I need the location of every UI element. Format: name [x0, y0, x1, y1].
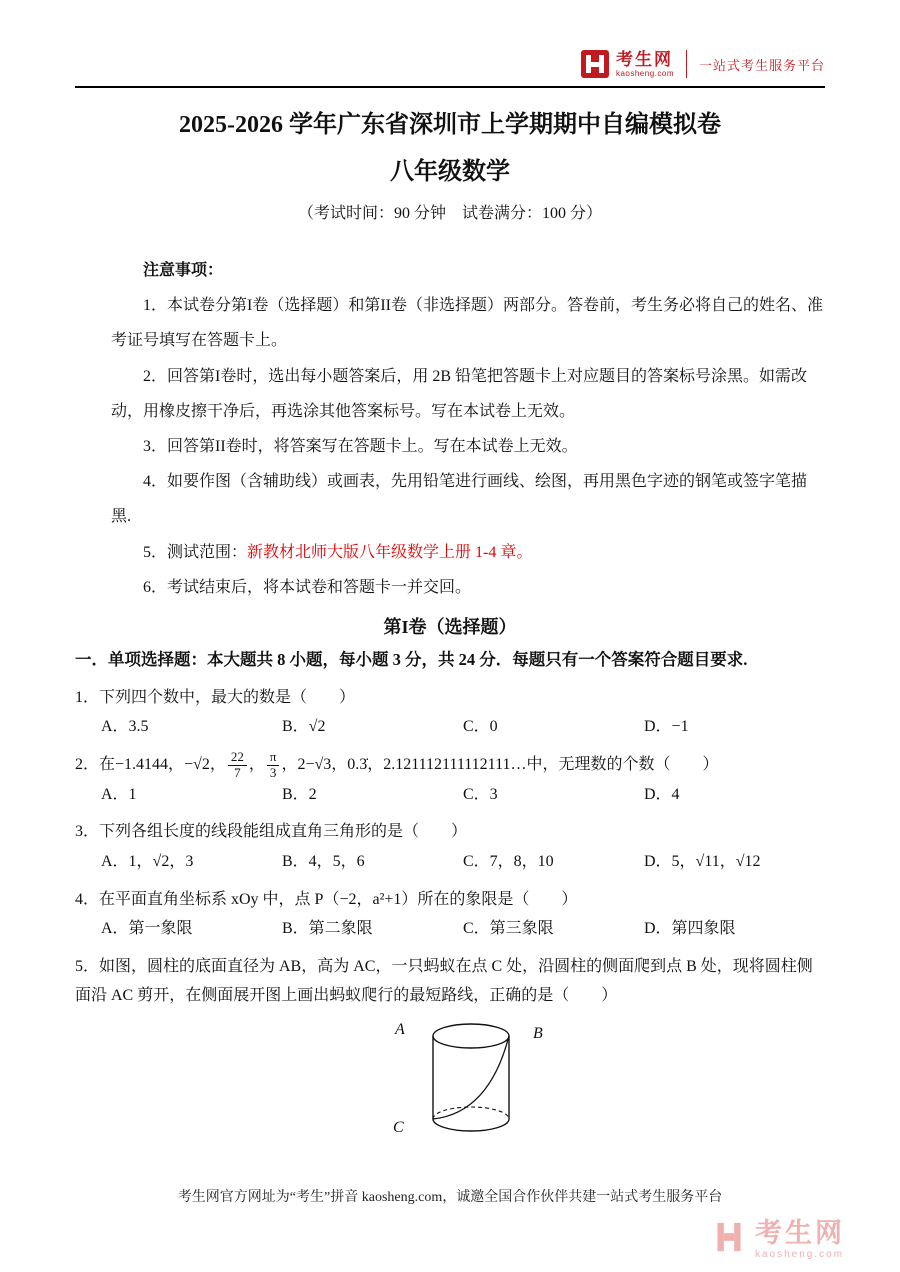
watermark-logo-icon [711, 1219, 747, 1260]
question-3-options [101, 847, 825, 877]
option-c: C．3 [463, 785, 498, 803]
question-4 [75, 885, 825, 944]
brand-name: 考生网 [615, 49, 673, 69]
option-d: D．4 [644, 785, 680, 803]
option-a: A．1 [101, 785, 137, 803]
figure-label-c: C [393, 1119, 404, 1137]
note-item-1: 1．本试卷分第I卷（选择题）和第II卷（非选择题）两部分。答卷前，考生务必将自己的姓名、准考证号填写在答题卡上。 [111, 297, 823, 350]
option-b: B．√2 [282, 718, 326, 736]
note-item-3: 3．回答第II卷时，将答案写在答题卡上。写在本试卷上无效。 [143, 437, 578, 455]
question-2-options [101, 780, 825, 810]
question-3-stem: 3．下列各组长度的线段能组成直角三角形的是（ ） [75, 823, 468, 841]
kaosheng-brand [581, 50, 825, 78]
volume-title: 第I卷（选择题） [383, 616, 517, 637]
option-c: C．7，8，10 [463, 853, 554, 871]
exam-title: 2025-2026 学年广东省深圳市上学期期中自编模拟卷 [179, 112, 721, 138]
question-4-options [101, 914, 825, 944]
header [75, 50, 825, 78]
brand-domain: kaosheng.com [615, 68, 674, 78]
option-a: A．1，√2，3 [101, 853, 194, 871]
question-1 [75, 683, 825, 742]
question-5 [75, 952, 825, 1143]
note-item-5-prefix: 5．测试范围： [143, 543, 248, 561]
footer-note: 考生网官方网址为“考生”拼音 kaosheng.com，诚邀全国合作伙伴共建一站式考生服务平台 [177, 1190, 723, 1205]
brand-tagline: 一站式考生服务平台 [698, 57, 825, 73]
option-c: C．第三象限 [463, 920, 554, 938]
option-a: A．第一象限 [101, 920, 193, 938]
figure-label-b: B [533, 1025, 543, 1043]
header-divider [75, 86, 825, 88]
watermark-name: 考生网 [755, 1217, 845, 1248]
option-a: A．3.5 [101, 718, 149, 736]
brand-divider [686, 50, 687, 78]
notes-heading: 注意事项： [143, 262, 224, 279]
note-item-2: 2．回答第I卷时，选出每小题答案后，用 2B 铅笔把答题卡上对应题目的答案标号涂黑。如需改动，用橡皮擦干净后，再选涂其他答案标号。写在本试卷上无效。 [111, 367, 808, 420]
note-item-6: 6．考试结束后，将本试卷和答题卡一并交回。 [143, 578, 472, 596]
question-5-stem: 5．如图，圆柱的底面直径为 AB，高为 AC，一只蚂蚁在点 C 处，沿圆柱的侧面爬到点 B 处，现将圆柱侧面沿 AC 剪开，在侧面展开图上画出蚂蚁爬行的最短路线，正确的是（ ） [75, 957, 813, 1005]
cylinder-drawing [411, 1021, 531, 1139]
option-c: C．0 [463, 718, 498, 736]
question-1-stem: 1．下列四个数中，最大的数是（ ） [75, 688, 356, 706]
section-instruction: 一．单项选择题：本大题共 8 小题，每小题 3 分，共 24 分．每题只有一个答案符合题目要求. [75, 649, 748, 669]
watermark [711, 1219, 845, 1260]
option-d: D．5，√11，√12 [644, 853, 761, 871]
fraction-pi-3: $\frac{\pi}{3}$ [267, 750, 280, 780]
figure-label-a: A [395, 1021, 405, 1039]
question-2-stem [75, 750, 825, 780]
question-2-stem-part2: ，2−√3，0.3̇，2.121112111112111…中，无理数的个数（ ） [281, 755, 719, 773]
question-3 [75, 817, 825, 876]
brand-text [616, 51, 674, 78]
note-item-5-scope: 新教材北师大版八年级数学上册 1-4 章。 [247, 543, 533, 561]
question-2-stem-sep: ， [248, 755, 265, 773]
exam-info: （考试时间：90 分钟 试卷满分：100 分） [297, 205, 602, 222]
exam-subject: 八年级数学 [390, 159, 510, 185]
option-b: B．4，5，6 [282, 853, 365, 871]
watermark-text [755, 1217, 845, 1260]
question-4-stem: 4．在平面直角坐标系 xOy 中，点 P（−2，a²+1）所在的象限是（ ） [75, 890, 578, 908]
option-d: D．第四象限 [644, 920, 736, 938]
watermark-domain: kaosheng.com [755, 1248, 845, 1260]
kaosheng-logo-icon [581, 50, 609, 78]
option-d: D．−1 [644, 718, 689, 736]
cylinder-figure [383, 1017, 553, 1143]
question-2 [75, 750, 825, 810]
notes-section [111, 253, 825, 605]
option-b: B．2 [282, 785, 317, 803]
note-item-4: 4．如要作图（含辅助线）或画表，先用铅笔进行画线、绘图，再用黑色字迹的钢笔或签字笔描黑. [111, 473, 808, 526]
fraction-22-7: $\frac{22}{7}$ [228, 750, 247, 780]
option-b: B．第二象限 [282, 920, 373, 938]
question-1-options [101, 712, 825, 742]
note-item-5 [111, 535, 825, 570]
question-2-stem-part1: 2．在−1.4144，−√2， [75, 755, 226, 773]
